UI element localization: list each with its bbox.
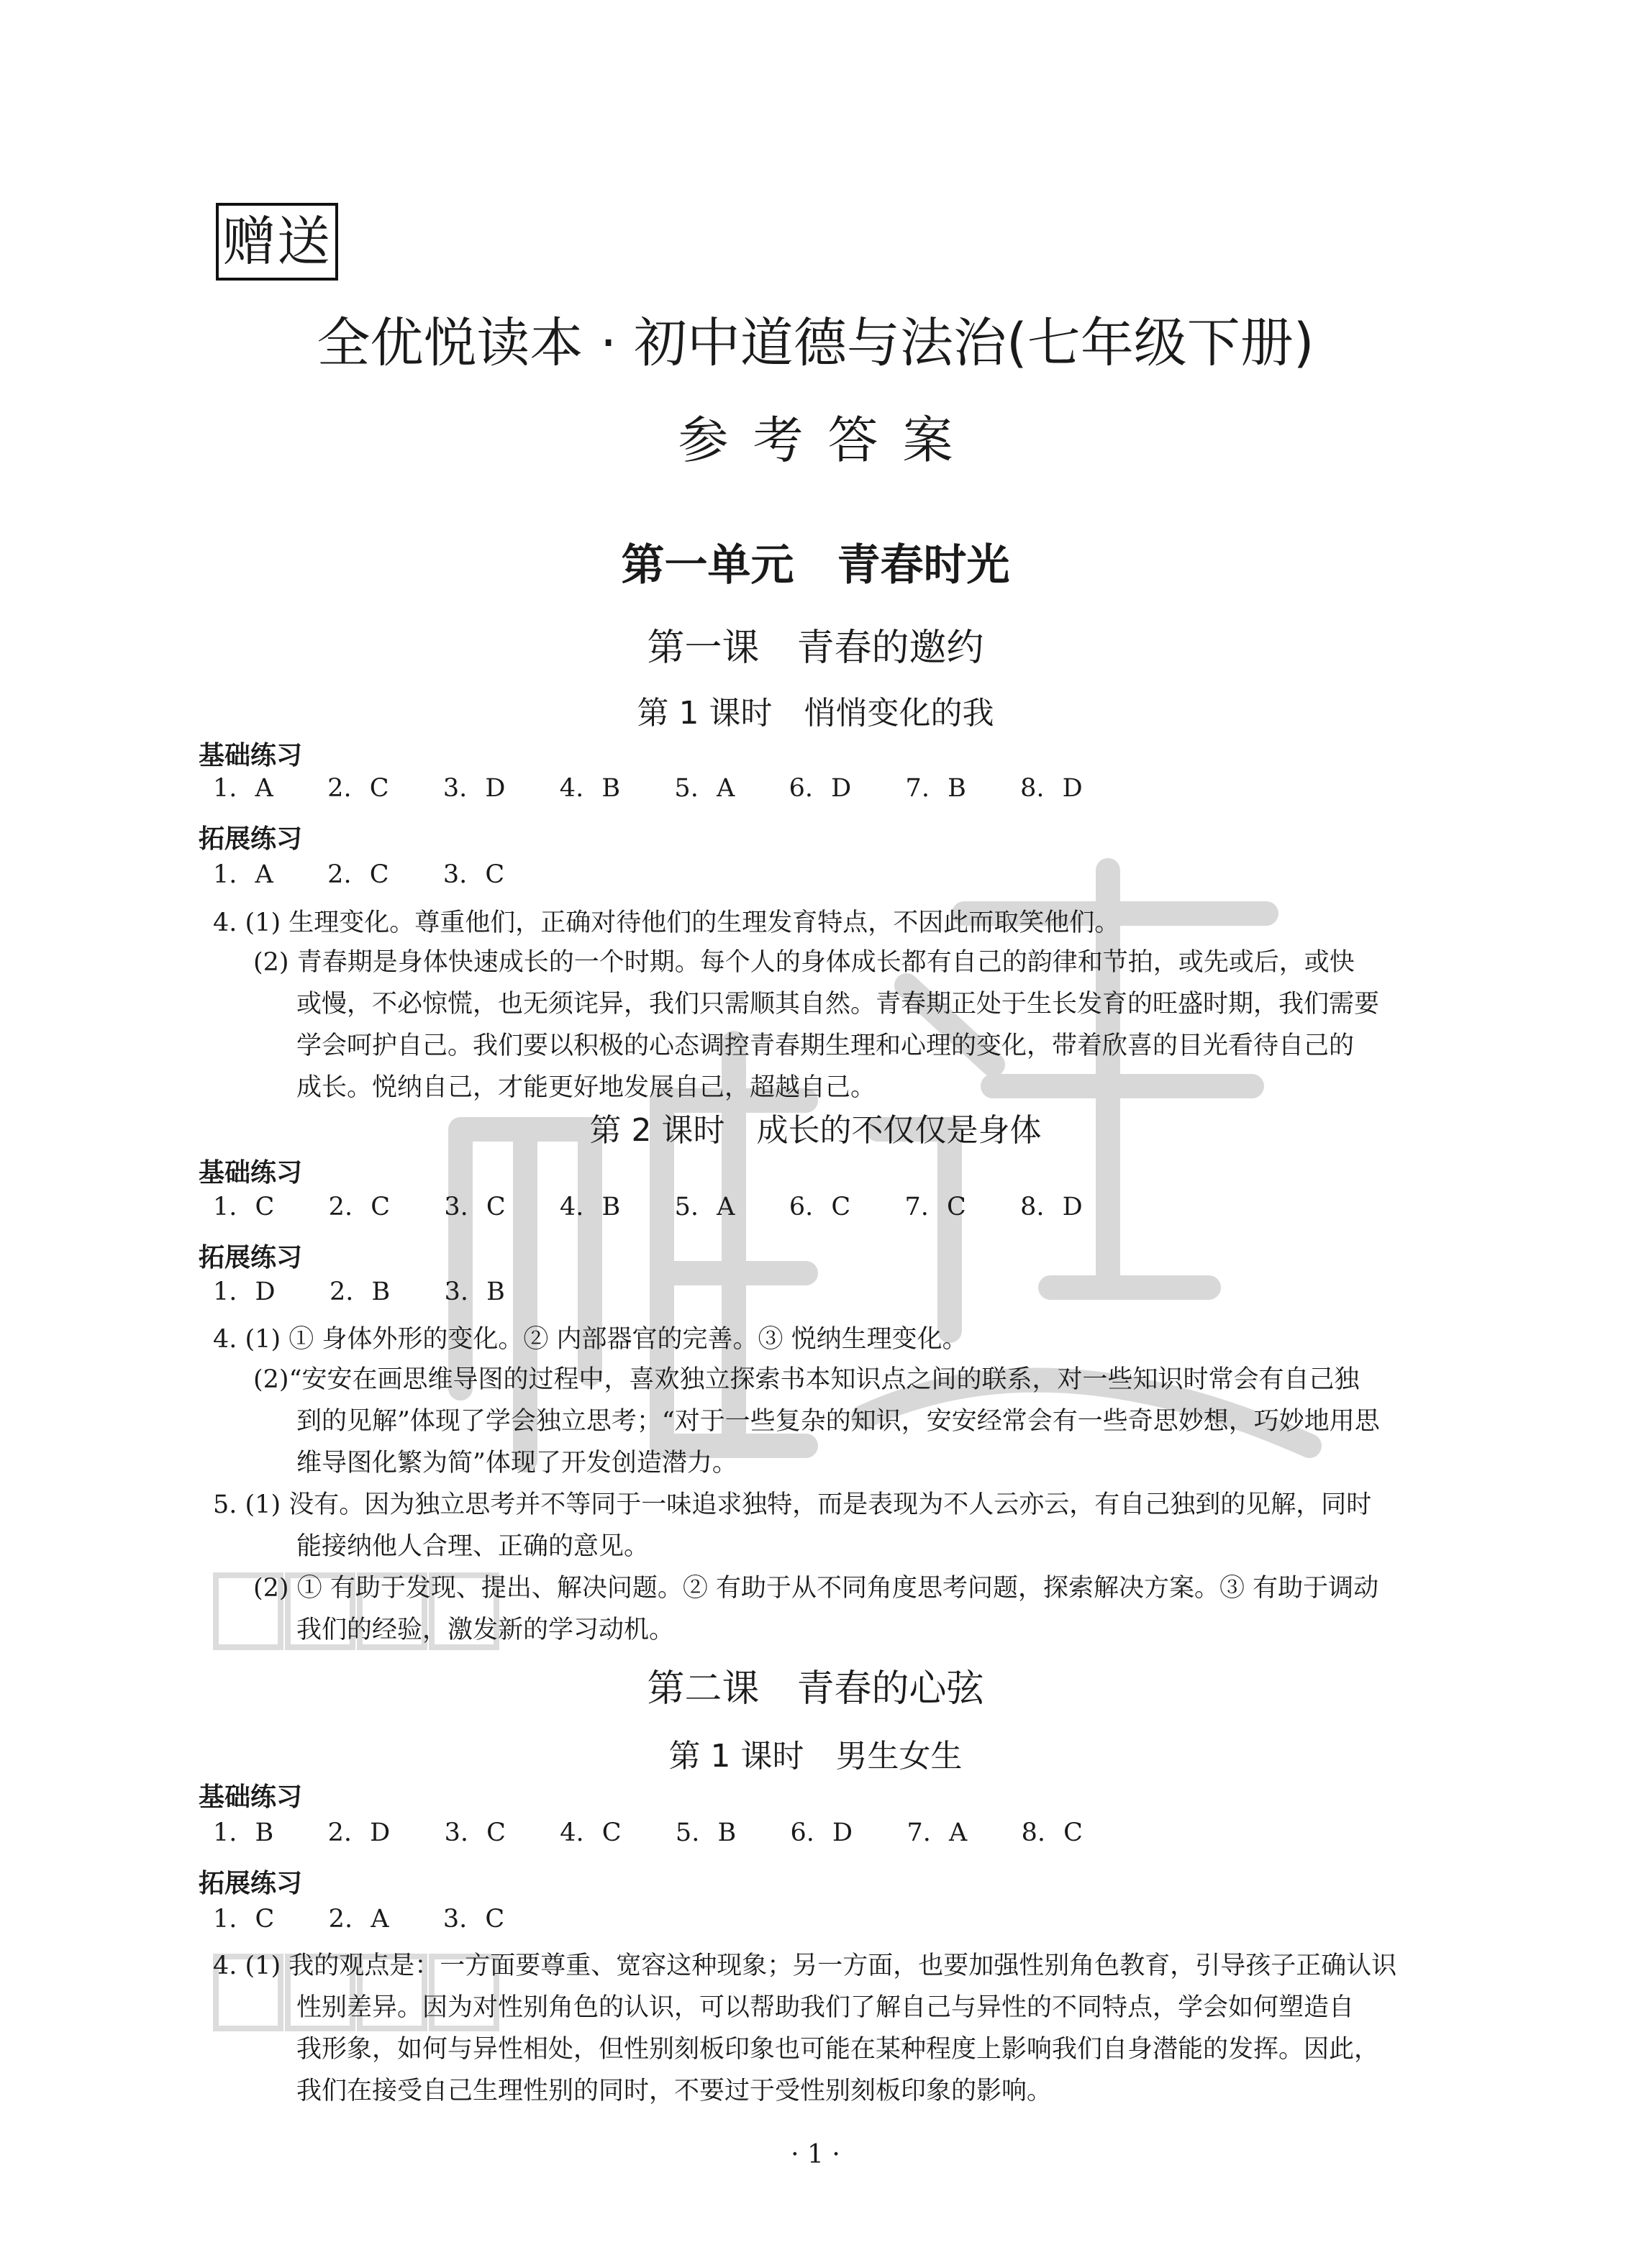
answer-line: 或慢，不必惊慌，也无须诧异，我们只需顺其自然。青春期正处于生长发育的旺盛时期，我们需要 [296, 990, 1380, 1019]
basic-practice-label: 基础练习 [199, 1158, 303, 1188]
extension-answers: 1. D 2. B 3. B [213, 1278, 505, 1306]
basic-practice-label: 基础练习 [199, 1782, 303, 1812]
answer-line: 到的见解”体现了学会独立思考；“对于一些复杂的知识，安安经常会有一些奇思妙想，巧妙地用思 [296, 1407, 1380, 1436]
period-title: 第 1 课时 男生女生 [668, 1738, 963, 1775]
extension-practice-label: 拓展练习 [199, 824, 303, 854]
answer-line: 5. (1) 没有。因为独立思考并不等同于一味追求独特，而是表现为不人云亦云，有自己独到的见解，同时 [213, 1490, 1372, 1519]
answer-line: 4. (1) 我的观点是：一方面要尊重、宽容这种现象；另一方面，也要加强性别角色教育，引导孩子正确认识 [213, 1952, 1397, 1980]
basic-answers: 1. B 2. D 3. C 4. C 5. B 6. D 7. A 8. C [213, 1818, 1083, 1847]
extension-practice-label: 拓展练习 [199, 1869, 303, 1898]
answer-line: 4. (1) 生理变化。尊重他们，正确对待他们的生理发育特点，不因此而取笑他们。 [213, 908, 1120, 937]
extension-answers: 1. C 2. A 3. C [213, 1905, 505, 1934]
answer-line: 能接纳他人合理、正确的意见。 [296, 1532, 650, 1561]
book-title: 全优悦读本 · 初中道德与法治(七年级下册) [317, 312, 1314, 374]
basic-answers: 1. A 2. C 3. D 4. B 5. A 6. D 7. B 8. D [213, 774, 1083, 803]
answer-line: (2) ① 有助于发现、提出、解决问题。② 有助于从不同角度思考问题，探索解决方案。③ 有助于调动 [253, 1574, 1379, 1603]
answer-line: 学会呵护自己。我们要以积极的心态调控青春期生理和心理的变化，带着欣喜的目光看待自己的 [296, 1031, 1355, 1060]
answer-line: 成长。悦纳自己，才能更好地发展自己，超越自己。 [296, 1073, 876, 1102]
answer-line: 我们在接受自己生理性别的同时，不要过于受性别刻板印象的影响。 [296, 2077, 1053, 2105]
period-title: 第 2 课时 成长的不仅仅是身体 [589, 1112, 1042, 1149]
gift-tag: 赠送 [216, 203, 338, 281]
page-number: · 1 · [791, 2140, 840, 2169]
answer-line: 4. (1) ① 身体外形的变化。② 内部器官的完善。③ 悦纳生理变化。 [213, 1325, 968, 1354]
answer-line: 性别差异。因为对性别角色的认识，可以帮助我们了解自己与异性的不同特点，学会如何塑造自 [296, 1993, 1355, 2022]
answer-line: 我们的经验，激发新的学习动机。 [296, 1616, 675, 1644]
basic-practice-label: 基础练习 [199, 741, 303, 770]
unit-title: 第一单元 青春时光 [621, 540, 1010, 591]
extension-practice-label: 拓展练习 [199, 1243, 303, 1272]
answer-line: (2)“安安在画思维导图的过程中，喜欢独立探索书本知识点之间的联系，对一些知识时常会有自己独 [253, 1365, 1360, 1394]
answer-line: 维导图化繁为简”体现了开发创造潜力。 [296, 1449, 737, 1477]
lesson-title: 第一课 青春的邀约 [647, 627, 984, 670]
answer-key-title: 参考答案 [678, 411, 978, 470]
lesson-title: 第二课 青春的心弦 [647, 1667, 984, 1711]
answer-line: (2) 青春期是身体快速成长的一个时期。每个人的身体成长都有自己的韵律和节拍，或先或后，或快 [253, 948, 1355, 977]
answer-line: 我形象，如何与异性相处，但性别刻板印象也可能在某种程度上影响我们自身潜能的发挥。因此， [296, 2035, 1380, 2064]
extension-answers: 1. A 2. C 3. C [213, 860, 505, 889]
period-title: 第 1 课时 悄悄变化的我 [637, 695, 994, 732]
basic-answers: 1. C 2. C 3. C 4. B 5. A 6. C 7. C 8. D [213, 1193, 1083, 1221]
